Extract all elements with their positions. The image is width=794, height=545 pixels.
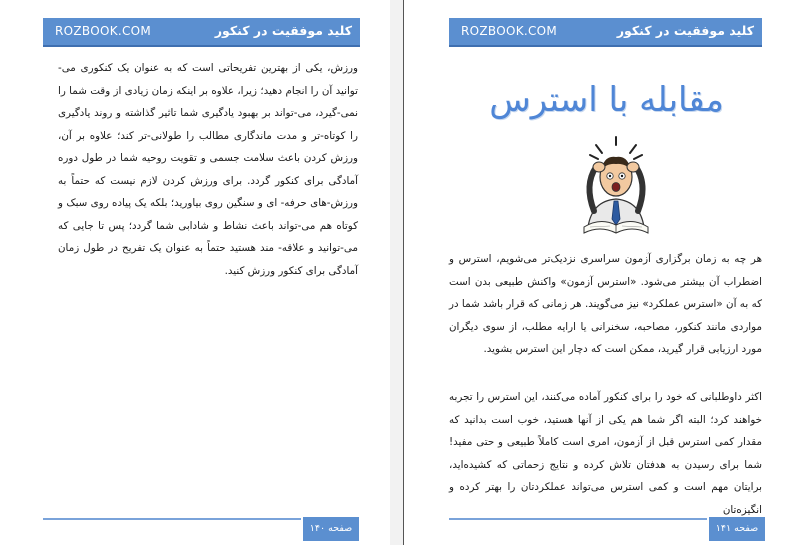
header-book-title: کلید موفقیت در کنکور — [616, 23, 754, 38]
header-site-name: ROZBOOK.COM — [55, 24, 152, 38]
stressed-student-illustration — [566, 135, 666, 235]
header-book-title: کلید موفقیت در کنکور — [214, 23, 352, 38]
left-page-header — [43, 18, 360, 47]
page-gutter — [390, 0, 404, 545]
page-number: صفحه ۱۴۰ — [303, 517, 359, 541]
right-page-header — [449, 18, 762, 47]
left-page — [0, 0, 390, 545]
left-page-body — [58, 57, 358, 282]
header-site-name: ROZBOOK.COM — [461, 24, 558, 38]
right-page — [404, 0, 794, 545]
body-paragraph: ورزش، یکی از بهترین تفریحاتی است که به عنوان یک کنکوری می-توانید آن را انجام دهید؛ زیرا، علاوه بر اینکه زمان زیادی از وقت شما را نمی-گیرد، می-تواند بر بهبود یادگیری شما تاثیر گذاشته و روند یادگیری را کوتاه-تر و مدت ماندگاری مطالب را طولانی-تر کند؛ علاوه بر آن، ورزش کردن باعث سلامت جسمی و تقویت روحیه شما در طول دوره آمادگی برای کنکور گردد. برای ورزش کردن لازم نیست که حتماً به ورزش-های حرفه- ای و سنگین روی بیاورید؛ بلکه یک پیاده روی سبک و کوتاه هم می-تواند باعث نشاط و شادابی شما گردد؛ پس تا جایی که می-توانید و علاقه- مند هستید حتماً به عنوان یک تفریح در طول زمان آمادگی برای کنکور ورزش کنید. — [58, 62, 358, 277]
page-number: صفحه ۱۴۱ — [709, 517, 765, 541]
right-page-body-paragraph-2 — [449, 386, 762, 521]
body-paragraph: هر چه به زمان برگزاری آزمون سراسری نزدیک‌تر می‌شویم، استرس و اضطراب آن بیشتر می‌شود. «استرس آزمون» واکنش طبیعی بدن است که به آن «استرس عملکرد» نیز می‌گویند. هر زمانی که قرار باشد شما در مواردی مانند کنکور، مصاحبه، سخنرانی یا ارایه مطلب، از سوی دیگران مورد ارزیابی قرار گیرید، ممکن است که دچار این استرس بشوید. — [449, 253, 762, 355]
footer-rule — [449, 518, 707, 520]
body-paragraph: اکثر داوطلبانی که خود را برای کنکور آماده می‌کنند، این استرس را تجربه خواهند کرد؛ البته اگر شما هم یکی از آنها هستید، خوب است بدانید که مقدار کمی استرس قبل از آزمون، امری است کاملاً طبیعی و حتی مفید! شما برای رسیدن به هدفتان تلاش کرده و نتایج زحماتی که کشیده‌اید، برایتان مهم است و کمی استرس می‌تواند عملکردتان را بهتر کرده و انگیزه‌تان — [449, 391, 762, 516]
footer-rule — [43, 518, 301, 520]
chapter-title: مقابله با استرس — [489, 80, 724, 120]
right-page-body-paragraph-1 — [449, 248, 762, 361]
